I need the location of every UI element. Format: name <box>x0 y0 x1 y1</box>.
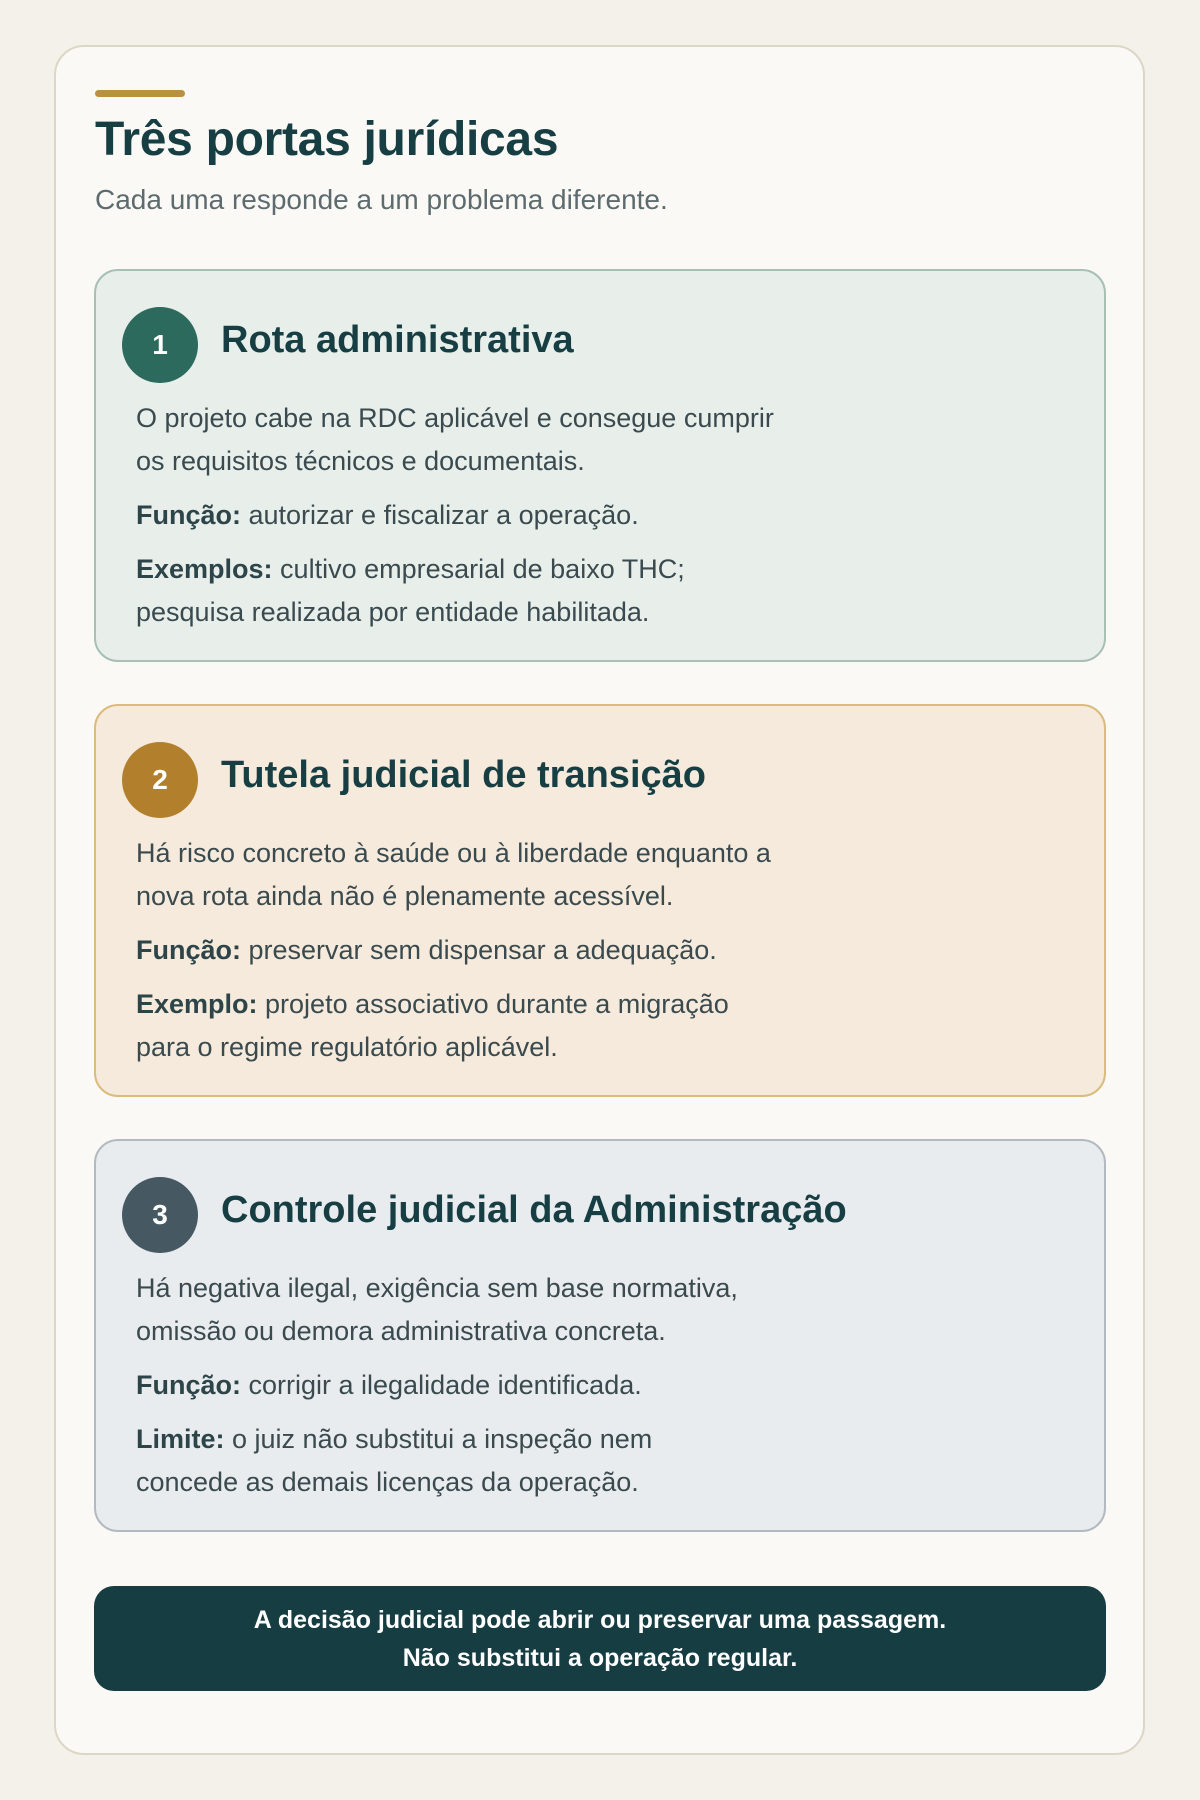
function-label: Função: <box>136 500 241 530</box>
route-examples <box>136 548 1056 591</box>
page-subtitle: Cada uma responde a um problema diferente. <box>95 184 668 215</box>
function-text: preservar sem dispensar a adequação. <box>241 935 717 965</box>
example-label: Exemplo: <box>136 989 258 1019</box>
function-label: Função: <box>136 935 241 965</box>
function-text: autorizar e fiscalizar a operação. <box>241 500 639 530</box>
footer-line: A decisão judicial pode abrir ou preservar uma passagem. <box>253 1605 947 1634</box>
route-body <box>136 832 1056 1069</box>
function-text: corrigir a ilegalidade identificada. <box>241 1370 642 1400</box>
route-limit <box>136 1418 1056 1461</box>
footer-line: Não substitui a operação regular. <box>402 1643 798 1672</box>
route-description-line: nova rota ainda não é plenamente acessível. <box>136 881 674 911</box>
route-card-administrative <box>94 269 1106 662</box>
route-description-line: Há risco concreto à saúde ou à liberdade enquanto a <box>136 838 771 868</box>
route-card-transition <box>94 704 1106 1097</box>
limit-text-continued: concede as demais licenças da operação. <box>136 1467 639 1497</box>
route-description-line: O projeto cabe na RDC aplicável e consegue cumprir <box>136 403 774 433</box>
function-label: Função: <box>136 1370 241 1400</box>
route-description-line: Há negativa ilegal, exigência sem base normativa, <box>136 1273 738 1303</box>
example-text: projeto associativo durante a migração <box>257 989 729 1019</box>
limit-label: Limite: <box>136 1424 225 1454</box>
route-number-badge: 2 <box>122 742 198 818</box>
route-number-badge: 3 <box>122 1177 198 1253</box>
route-body <box>136 397 1056 634</box>
examples-label: Exemplos: <box>136 554 273 584</box>
page-title: Três portas jurídicas <box>95 113 559 166</box>
footer-banner <box>94 1586 1106 1691</box>
route-title: Rota administrativa <box>221 319 574 361</box>
route-function <box>136 494 1056 537</box>
route-title: Controle judicial da Administração <box>221 1189 847 1231</box>
limit-text: o juiz não substitui a inspeção nem <box>224 1424 653 1454</box>
route-body <box>136 1267 1056 1504</box>
example-text-continued: para o regime regulatório aplicável. <box>136 1032 558 1062</box>
route-description-line: os requisitos técnicos e documentais. <box>136 446 585 476</box>
route-example <box>136 983 1056 1026</box>
route-number-badge: 1 <box>122 307 198 383</box>
route-description-line: omissão ou demora administrativa concreta. <box>136 1316 666 1346</box>
route-title: Tutela judicial de transição <box>221 754 706 796</box>
accent-bar <box>95 90 185 97</box>
route-function <box>136 929 1056 972</box>
examples-text-continued: pesquisa realizada por entidade habilitada. <box>136 597 650 627</box>
route-function <box>136 1364 1056 1407</box>
examples-text: cultivo empresarial de baixo THC; <box>272 554 685 584</box>
route-card-judicial-control <box>94 1139 1106 1532</box>
